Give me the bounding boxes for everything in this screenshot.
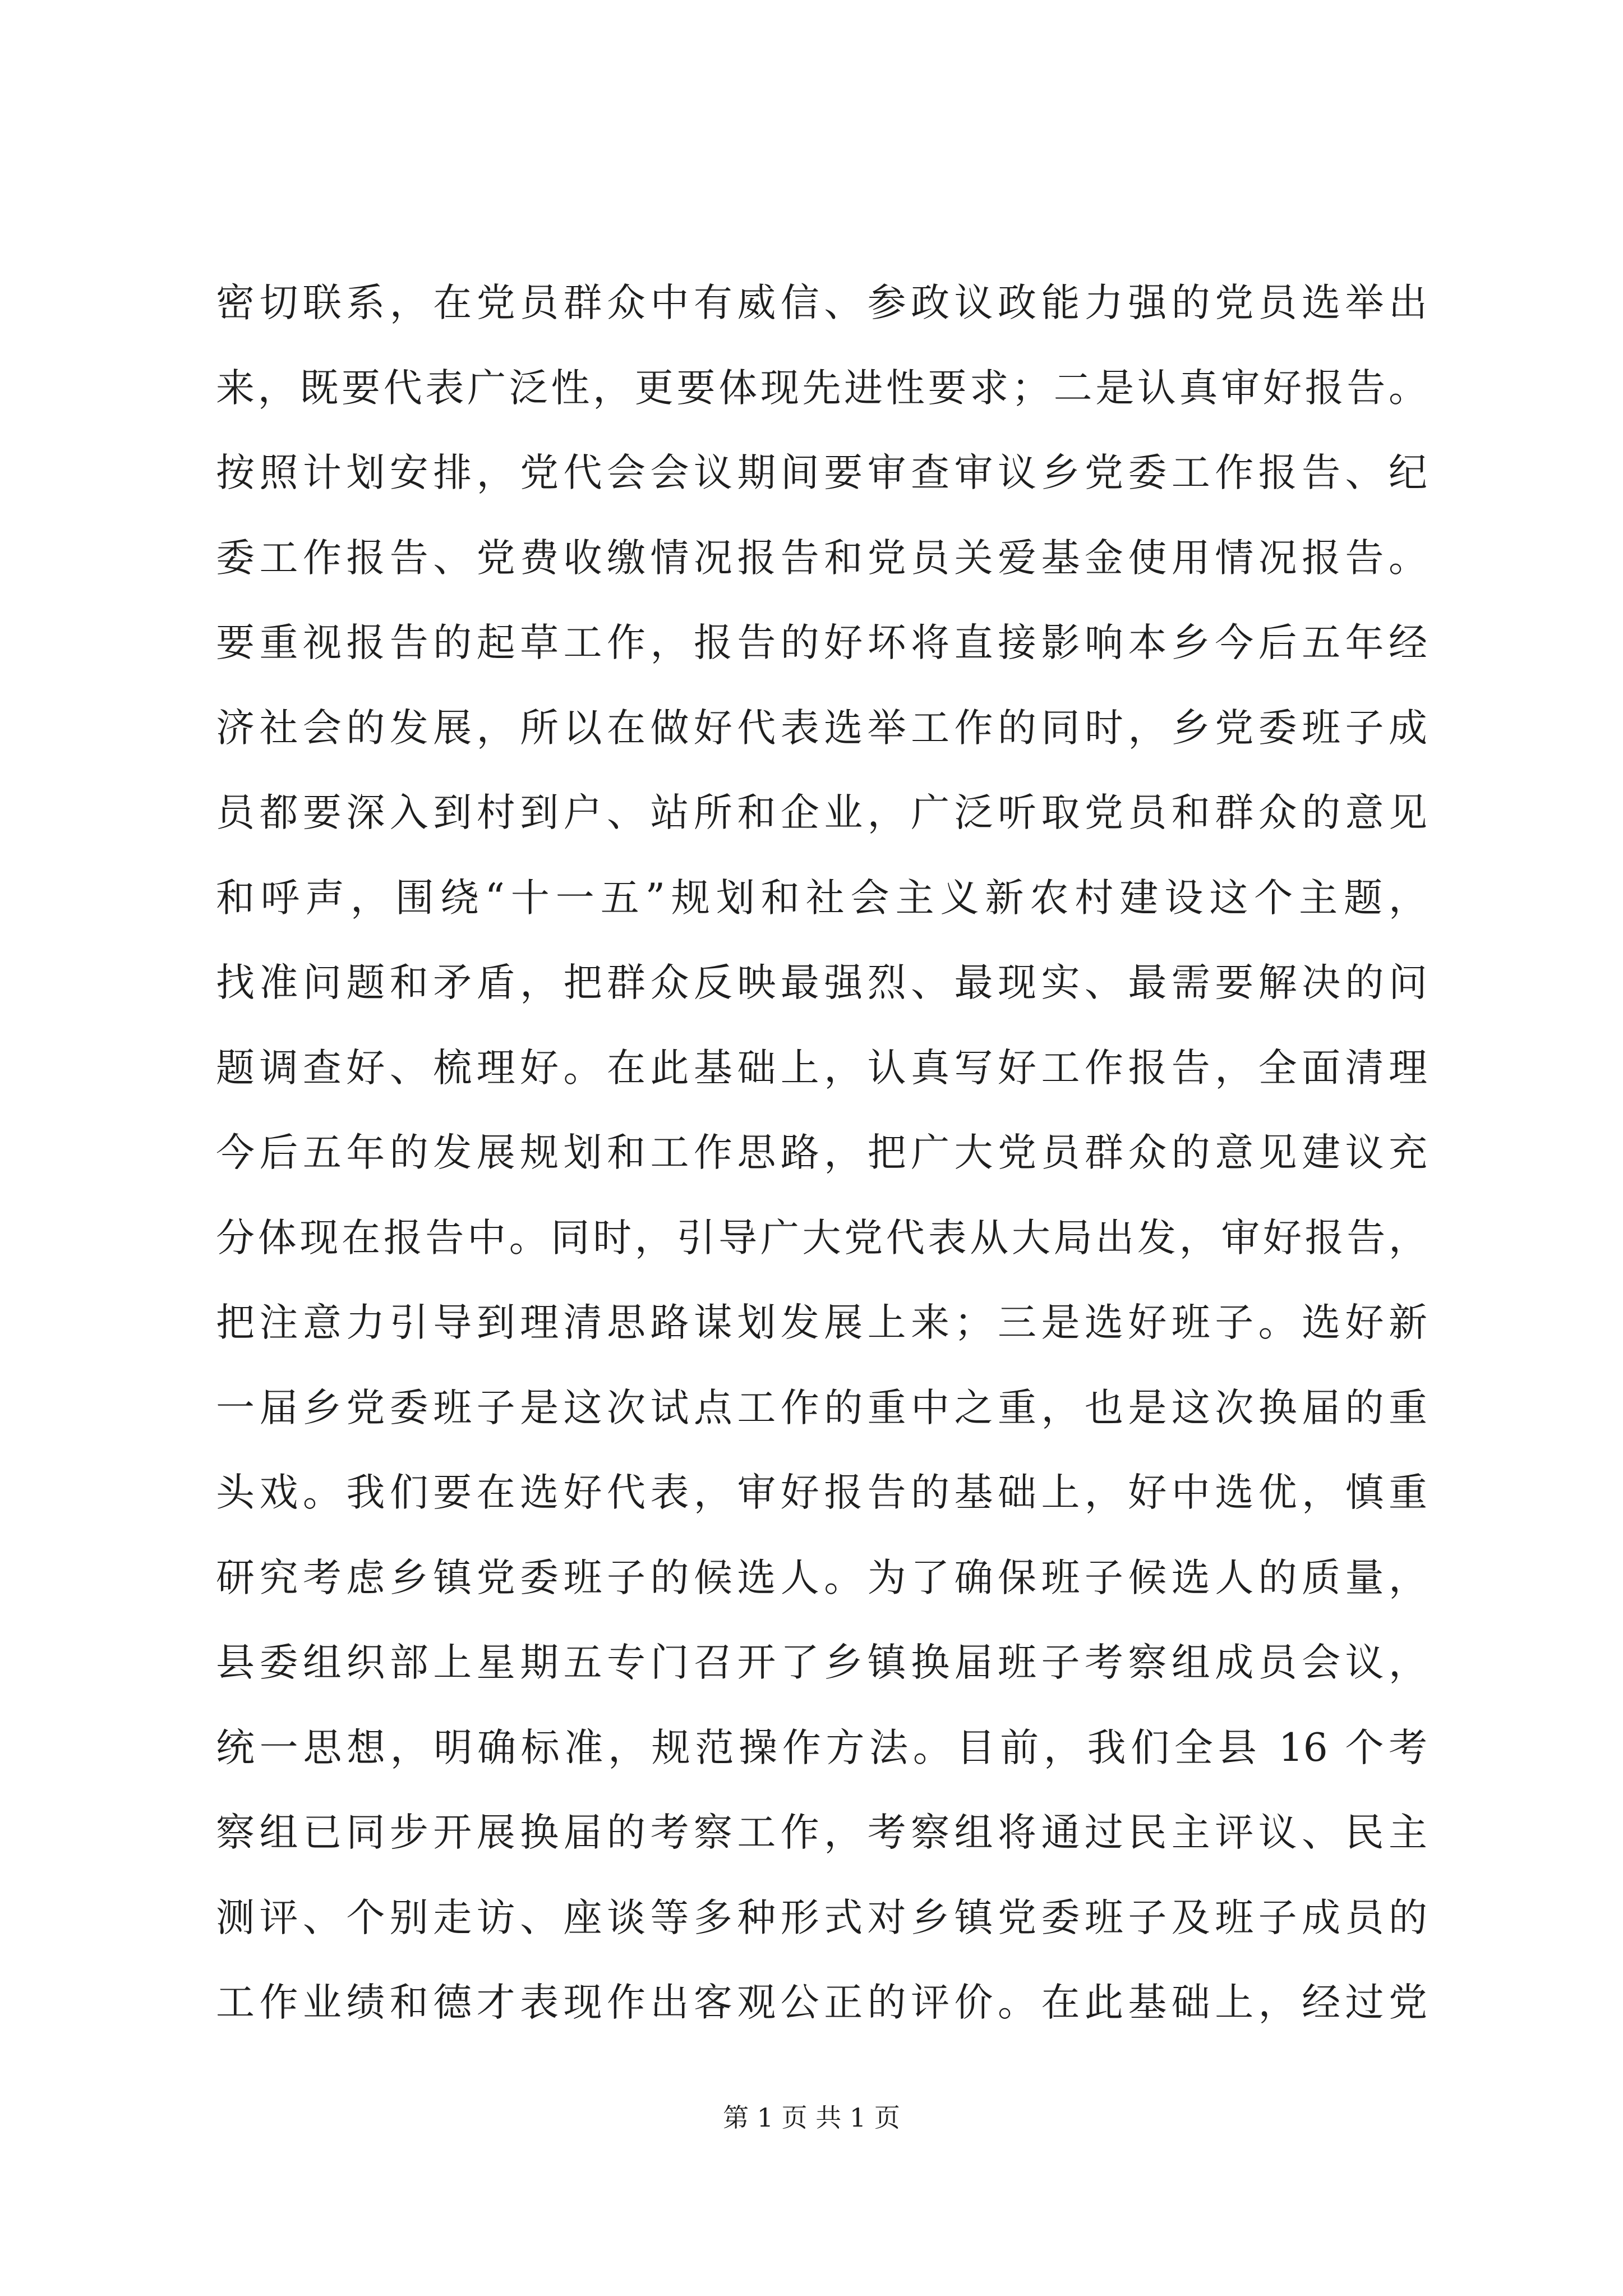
text-line: 分体现在报告中。同时，引导广大党代表从大局出发，审好报告，: [216, 1215, 1427, 1260]
text-line: 济社会的发展，所以在做好代表选举工作的同时，乡党委班子成: [216, 705, 1427, 751]
text-line: 来，既要代表广泛性，更要体现先进性要求；二是认真审好报告。: [216, 365, 1427, 411]
text-line: 按照计划安排，党代会会议期间要审查审议乡党委工作报告、纪: [216, 450, 1427, 495]
text-line: 统一思想，明确标准，规范操作方法。目前，我们全县 16 个考: [216, 1725, 1427, 1770]
page-number-label: 第 1 页 共 1 页: [723, 2102, 900, 2133]
text-line: 工作业绩和德才表现作出客观公正的评价。在此基础上，经过党: [216, 1980, 1427, 2025]
text-line: 把注意力引导到理清思路谋划发展上来；三是选好班子。选好新: [216, 1300, 1427, 1345]
text-line: 县委组织部上星期五专门召开了乡镇换届班子考察组成员会议，: [216, 1640, 1427, 1685]
page-footer: [0, 2101, 1623, 2134]
text-line: 测评、个别走访、座谈等多种形式对乡镇党委班子及班子成员的: [216, 1895, 1427, 1940]
text-line: 密切联系，在党员群众中有威信、参政议政能力强的党员选举出: [216, 280, 1427, 325]
text-line: 一届乡党委班子是这次试点工作的重中之重，也是这次换届的重: [216, 1385, 1427, 1430]
text-line: 题调查好、梳理好。在此基础上，认真写好工作报告，全面清理: [216, 1045, 1427, 1091]
text-line: 找准问题和矛盾，把群众反映最强烈、最现实、最需要解决的问: [216, 960, 1427, 1005]
text-line: 和呼声，围绕“十一五”规划和社会主义新农村建设这个主题，: [216, 875, 1427, 921]
text-line: 委工作报告、党费收缴情况报告和党员关爱基金使用情况报告。: [216, 535, 1427, 581]
text-line: 员都要深入到村到户、站所和企业，广泛听取党员和群众的意见: [216, 790, 1427, 835]
text-line: 头戏。我们要在选好代表，审好报告的基础上，好中选优，慎重: [216, 1470, 1427, 1515]
text-line: 察组已同步开展换届的考察工作，考察组将通过民主评议、民主: [216, 1810, 1427, 1855]
text-line: 今后五年的发展规划和工作思路，把广大党员群众的意见建议充: [216, 1130, 1427, 1175]
body-paragraph: [216, 261, 1427, 2046]
text-line: 研究考虑乡镇党委班子的候选人。为了确保班子候选人的质量，: [216, 1555, 1427, 1600]
text-line: 要重视报告的起草工作，报告的好坏将直接影响本乡今后五年经: [216, 620, 1427, 665]
